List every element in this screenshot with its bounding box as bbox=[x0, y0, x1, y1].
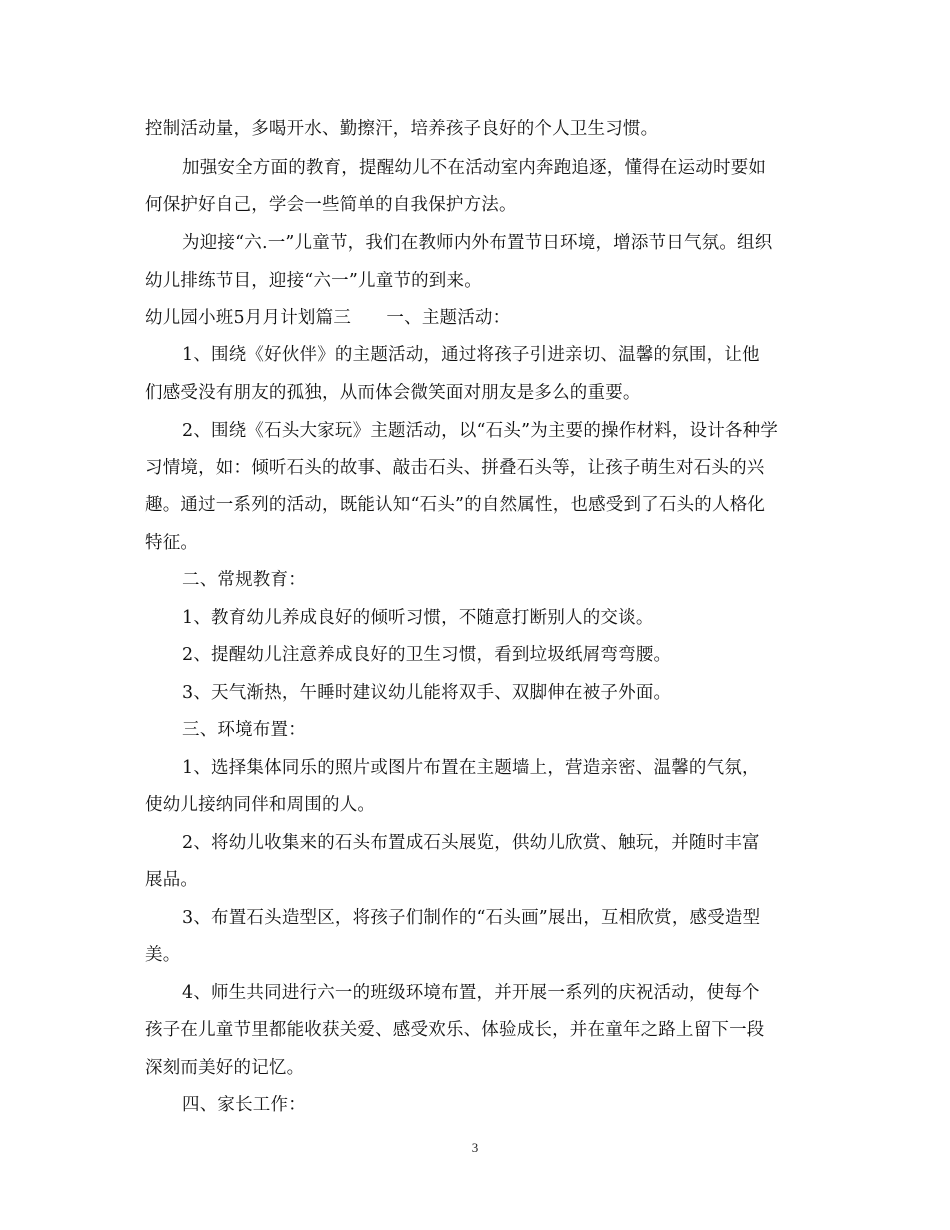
text-line: 3、布置石头造型区，将孩子们制作的“石头画”展出，互相欣赏，感受造型 bbox=[182, 908, 761, 928]
text-line: 2、提醒幼儿注意养成良好的卫生习惯，看到垃圾纸屑弯弯腰。 bbox=[182, 645, 672, 665]
text-line: 3、天气渐热，午睡时建议幼儿能将双手、双脚伸在被子外面。 bbox=[182, 683, 672, 703]
text-line: 为迎接“六.一”儿童节，我们在教师内外布置节日环境，增添节日气氛。组织 bbox=[182, 233, 773, 253]
text-line: 趣。通过一系列的活动，既能认知“石头”的自然属性，也感受到了石头的人格化 bbox=[145, 495, 766, 515]
text-line: 2、将幼儿收集来的石头布置成石头展览，供幼儿欣赏、触玩，并随时丰富 bbox=[182, 833, 760, 853]
text-line: 何保护好自己，学会一些简单的自我保护方法。 bbox=[145, 195, 517, 215]
section-heading: 幼儿园小班5月月计划篇三 一、主题活动： bbox=[145, 308, 511, 328]
text-line: 孩子在儿童节里都能收获关爱、感受欢乐、体验成长，并在童年之路上留下一段 bbox=[145, 1020, 765, 1040]
text-line: 们感受没有朋友的孤独，从而体会微笑面对朋友是多么的重要。 bbox=[145, 383, 641, 403]
text-line: 使幼儿接纳同伴和周围的人。 bbox=[145, 795, 376, 815]
section-heading: 二、常规教育： bbox=[182, 570, 306, 590]
text-line: 1、围绕《好伙伴》的主题活动，通过将孩子引进亲切、温馨的氛围，让他 bbox=[182, 345, 760, 365]
text-line: 深刻而美好的记忆。 bbox=[145, 1058, 305, 1078]
section-heading: 三、环境布置： bbox=[182, 720, 306, 740]
text-line: 美。 bbox=[145, 945, 181, 965]
text-line: 1、选择集体同乐的照片或图片布置在主题墙上，营造亲密、温馨的气氛， bbox=[182, 758, 760, 778]
section-heading: 四、家长工作： bbox=[182, 1095, 306, 1115]
text-line: 特征。 bbox=[145, 533, 199, 553]
text-line: 4、师生共同进行六一的班级环境布置，并开展一系列的庆祝活动，使每个 bbox=[182, 983, 760, 1003]
text-line: 习情境，如：倾听石头的故事、敲击石头、拼叠石头等，让孩子萌生对石头的兴 bbox=[145, 458, 765, 478]
text-line: 2、围绕《石头大家玩》主题活动，以“石头”为主要的操作材料，设计各种学 bbox=[182, 421, 779, 441]
text-line: 1、教育幼儿养成良好的倾听习惯，不随意打断别人的交谈。 bbox=[182, 608, 654, 628]
text-line: 控制活动量，多喝开水、勤擦汗，培养孩子良好的个人卫生习惯。 bbox=[145, 119, 659, 139]
text-line: 幼儿排练节目，迎接“六一”儿童节的到来。 bbox=[145, 271, 482, 291]
page-number: 3 bbox=[471, 1140, 479, 1155]
text-line: 加强安全方面的教育，提醒幼儿不在活动室内奔跑追逐，懂得在运动时要如 bbox=[182, 158, 767, 178]
text-line: 展品。 bbox=[145, 870, 199, 890]
